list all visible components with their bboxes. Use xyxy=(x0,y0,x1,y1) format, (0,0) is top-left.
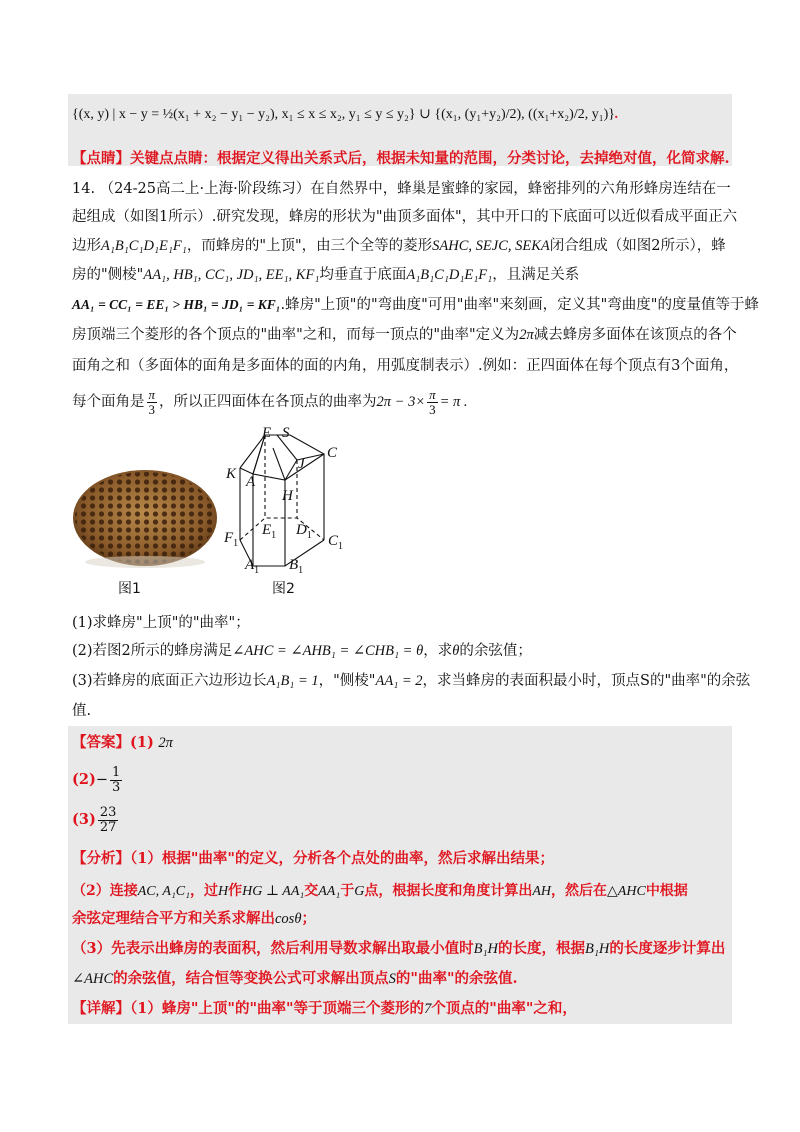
problem-text-1: 在自然界中，蜂巢是蜜蜂的家园，蜂密排列的六角形蜂房连结在一 xyxy=(310,181,731,197)
answer-3-num: 23 xyxy=(99,804,117,820)
problem-number: 14. xyxy=(72,181,96,197)
problem-line-5 xyxy=(72,294,759,316)
detail-tag: 【详解】 xyxy=(72,1000,130,1017)
answer-2-label: (2) xyxy=(72,771,96,788)
problem-text-8a: 每个面角是 xyxy=(72,394,145,410)
q2-text-a: (2)若图2所示的蜂房满足 xyxy=(72,643,233,659)
label-C1-letter: C xyxy=(328,533,339,549)
problem-text-6b: 减去蜂房多面体在该顶点的各个 xyxy=(533,327,737,343)
label-C1-sub: 1 xyxy=(338,541,344,552)
analysis-p3-B1H: B₁H xyxy=(473,941,498,957)
set1: {(x, y) | x − y = ½(x₁ + x₂ − y₁ − y₂), x₁ ≤ x ≤ x₂, y₁ ≤ y ≤ y₂} xyxy=(72,107,416,122)
analysis-p2a: （2）连接 xyxy=(72,883,138,899)
problem-line-8 xyxy=(72,386,732,418)
frac-num-b: π xyxy=(429,386,436,402)
pi-over-3 xyxy=(147,388,158,417)
answer-3-label: (3) xyxy=(72,811,96,828)
honeycomb-image xyxy=(70,462,220,572)
answer-2-num: 1 xyxy=(111,764,121,780)
detail-text-b: 个顶点的"曲率"之和， xyxy=(431,1000,577,1017)
analysis-p2-AA1: AA₁ xyxy=(318,884,341,899)
q3-text-c: ，求当蜂房的表面积最小时，顶点S的"曲率"的余弦 xyxy=(422,673,751,689)
answer-1 xyxy=(72,732,732,754)
problem-text-3a: 边形 xyxy=(72,238,101,254)
problem-text-4a: 房的"侧棱" xyxy=(72,267,144,283)
q3-text-a: (3)若蜂房的底面正六边形边长 xyxy=(72,673,267,689)
detail-seven: 7 xyxy=(424,1001,432,1017)
problem-line-7: 面角之和（多面体的面角是多面体的面的内角，用弧度制表示）.例如：正四面体在每个顶点有3个面角， xyxy=(72,358,739,374)
label-D1-letter: D xyxy=(296,522,307,538)
label-F1-sub: 1 xyxy=(233,538,239,549)
dianjing xyxy=(72,148,732,170)
question-3-end: 值. xyxy=(72,703,92,719)
problem-text-4b: 均垂直于底面 xyxy=(319,267,407,283)
problem-text-6a: 房顶端三个菱形的各个顶点的"曲率"之和，而每一顶点的"曲率"定义为 xyxy=(72,327,520,343)
analysis-p2b: ，过 xyxy=(190,883,219,899)
problem-line-1 xyxy=(72,178,732,200)
question-1: (1)求蜂房"上顶"的"曲率"； xyxy=(72,615,250,631)
frac-den: 3 xyxy=(148,401,155,417)
dianjing-tag: 【点睛】 xyxy=(72,150,130,167)
curv-result: = π . xyxy=(439,394,468,410)
detail-1 xyxy=(72,998,732,1020)
analysis-p3a: （3）先表示出蜂房的表面积，然后利用导数求解出取最小值时 xyxy=(72,940,474,957)
answer-3-den: 27 xyxy=(99,819,117,835)
formula-period: . xyxy=(614,107,619,122)
analysis-p3-S: S xyxy=(388,971,396,987)
analysis-2 xyxy=(72,880,732,903)
label-A1 xyxy=(245,557,259,576)
label-B1-sub: 1 xyxy=(298,565,304,576)
analysis-p2-H: H xyxy=(218,884,229,899)
analysis-p2-AH: AH xyxy=(532,884,552,899)
q3-edge: AA₁ = 2 xyxy=(375,673,423,689)
q2-text-b: ，求 xyxy=(423,643,453,659)
label-S: S xyxy=(282,425,290,441)
answer-2-den: 3 xyxy=(111,779,121,795)
analysis-p1: （1）根据"曲率"的定义，分析各个点处的曲率，然后求解出结果； xyxy=(130,850,554,867)
analysis-p2d: 交 xyxy=(304,883,319,899)
label-A1-letter: A xyxy=(245,557,255,573)
label-E1-letter: E xyxy=(262,522,272,538)
analysis-2b xyxy=(72,908,732,930)
label-A1-sub: 1 xyxy=(254,565,260,576)
problem-source: （24-25高二上·上海·阶段练习） xyxy=(99,181,311,197)
pi-over-3-b xyxy=(427,388,438,417)
q2-theta: θ xyxy=(452,643,460,659)
edge-relation: AA₁ = CC₁ = EE₁ > HB₁ = JD₁ = KF₁ xyxy=(72,297,281,312)
label-E1-sub: 1 xyxy=(271,530,277,541)
frac-num: π xyxy=(148,386,156,402)
label-K: K xyxy=(226,466,237,482)
analysis-3 xyxy=(72,938,732,960)
analysis-p2-G: G xyxy=(354,884,365,899)
problem-line-3 xyxy=(72,235,732,257)
label-E1 xyxy=(262,522,276,541)
label-H: H xyxy=(282,488,293,504)
analysis-p2-cos: cosθ xyxy=(275,911,302,927)
analysis-tag: 【分析】 xyxy=(72,850,130,867)
problem-text-4c: ，且满足关系 xyxy=(492,267,580,283)
dianjing-text: 关键点点睛：根据定义得出关系式后，根据未知量的范围，分类讨论，去掉绝对值，化简求解. xyxy=(130,150,730,167)
label-B1 xyxy=(289,557,303,576)
analysis-p2c: 作 xyxy=(228,883,243,899)
analysis-p3c: 的长度逐步计算出 xyxy=(609,940,726,957)
problem-text-5: .蜂房"上顶"的"弯曲度"可用"曲率"来刻画，定义其"弯曲度"的度量值等于蜂 xyxy=(280,297,759,313)
analysis-p2e: 于 xyxy=(340,883,355,899)
top-formula xyxy=(72,104,732,126)
analysis-p3-angle: ∠AHC xyxy=(72,971,114,987)
fig2-caption: 图2 xyxy=(272,581,295,597)
analysis-3b xyxy=(72,968,732,990)
problem-line-4 xyxy=(72,264,732,286)
curv-expr: 2π − 3× xyxy=(376,394,426,410)
label-D1 xyxy=(296,522,312,541)
answer-2 xyxy=(72,762,732,798)
question-2 xyxy=(72,640,732,662)
analysis-p2h: 中根据 xyxy=(645,883,688,899)
label-C: C xyxy=(327,445,338,461)
q3-text-b: ，"侧棱" xyxy=(318,673,376,689)
analysis-p2f: 点，根据长度和角度计算出 xyxy=(364,883,533,899)
label-F1 xyxy=(224,530,238,549)
hex-base: A₁B₁C₁D₁E₁F₁ xyxy=(101,238,187,254)
analysis-p2-end: ； xyxy=(301,910,316,927)
label-C1 xyxy=(328,533,343,552)
answer-1-value: 2π xyxy=(158,735,173,751)
analysis-p3-B1H-2: B₁H xyxy=(584,941,610,957)
answer-3 xyxy=(72,802,732,838)
problem-text-3b: ，而蜂房的"上顶"，由三个全等的菱形 xyxy=(186,238,433,254)
side-edges: AA₁, HB₁, CC₁, JD₁, EE₁, KF₁ xyxy=(143,267,320,283)
problem-text-8b: ，所以正四面体在各顶点的曲率为 xyxy=(159,394,377,410)
label-D1-sub: 1 xyxy=(306,530,312,541)
q2-condition: ∠AHC = ∠AHB₁ = ∠CHB₁ = θ xyxy=(232,643,424,659)
answer-3-fraction xyxy=(98,806,119,835)
problem-line-6 xyxy=(72,324,737,346)
set2: {(x₁, (y₁+y₂)/2), ((x₁+x₂)/2, y₁)} xyxy=(434,107,615,122)
analysis-p2-perp: HG ⊥ AA₁ xyxy=(242,884,305,899)
analysis-p2-line2: 余弦定理结合平方和关系求解出 xyxy=(72,910,275,927)
detail-text-a: （1）蜂房"上顶"的"曲率"等于顶端三个菱形的 xyxy=(130,1000,425,1017)
label-J: J xyxy=(298,456,305,472)
analysis-p3d: 的余弦值，结合恒等变换公式可求解出顶点 xyxy=(113,970,389,987)
analysis-p3b: 的长度，根据 xyxy=(497,940,585,957)
two-pi: 2π xyxy=(519,327,534,343)
answer-tag: 【答案】 xyxy=(72,734,130,751)
problem-text-3c: 闭合组成（如图2所示），蜂 xyxy=(549,238,726,254)
label-F1-letter: F xyxy=(224,530,234,546)
fig1-caption: 图1 xyxy=(118,581,141,597)
label-A: A xyxy=(246,474,256,490)
answer-2-fraction xyxy=(110,766,122,795)
analysis-1 xyxy=(72,848,732,870)
label-B1-letter: B xyxy=(289,557,299,573)
hex-base-2: A₁B₁C₁D₁E₁F₁ xyxy=(406,267,493,283)
q3-side: A₁B₁ = 1 xyxy=(266,673,319,689)
q2-text-c: 的余弦值； xyxy=(459,643,532,659)
analysis-p2g: ，然后在 xyxy=(551,883,608,899)
question-3 xyxy=(72,670,751,692)
union-symbol: ∪ xyxy=(419,107,431,122)
analysis-p2-lines: AC, A₁C₁ xyxy=(137,884,191,899)
label-E: E xyxy=(262,425,272,441)
analysis-p3e: 的"曲率"的余弦值. xyxy=(395,970,518,987)
problem-line-2: 起组成（如图1所示）.研究发现，蜂房的形状为"曲顶多面体"，其中开口的下底面可以近似看成平面正六 xyxy=(72,209,738,225)
rhombi: SAHC, SEJC, SEKA xyxy=(432,238,550,254)
analysis-p2-tri: △AHC xyxy=(607,884,646,899)
answer-2-sign: − xyxy=(95,772,108,788)
answer-1-label: (1) xyxy=(130,734,154,751)
frac-den-b: 3 xyxy=(429,401,436,417)
